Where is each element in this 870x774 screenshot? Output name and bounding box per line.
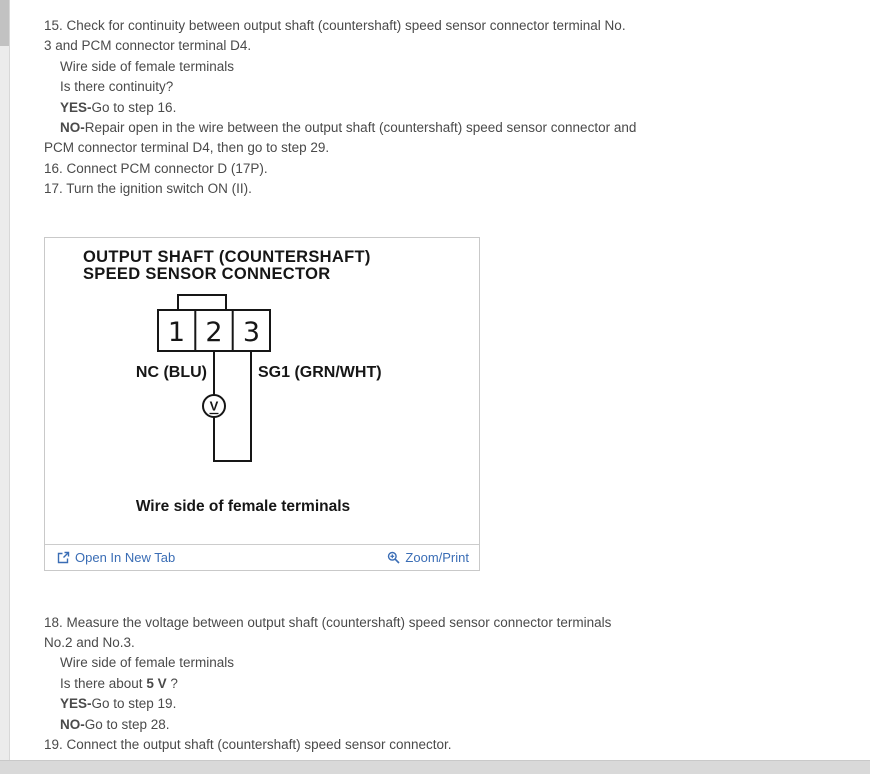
wire-label-right: SG1 (GRN/WHT) [258, 363, 382, 381]
text-line: Wire side of female terminals [60, 58, 235, 74]
text-line: YES-Go to step 19. [60, 696, 177, 712]
vertical-scrollbar-thumb[interactable] [0, 0, 9, 46]
text-line: 18. Measure the voltage between output shaft (countershaft) speed sensor connector terminals [44, 614, 612, 630]
text-line: YES-Go to step 16. [60, 99, 177, 115]
figure-title-line2: SPEED SENSOR CONNECTOR [83, 264, 331, 283]
text-line: No.2 and No.3. [44, 635, 135, 651]
text-line: 3 and PCM connector terminal D4. [44, 38, 252, 54]
text-line: NO-Go to step 28. [60, 716, 170, 732]
open-in-new-tab-link[interactable] [57, 550, 175, 565]
text-line: 17. Turn the ignition switch ON (II). [44, 181, 252, 197]
pin-number-1: 1 [167, 316, 186, 348]
text-line: Is there continuity? [60, 79, 174, 95]
connector-diagram [45, 238, 479, 544]
open-in-new-tab-icon [57, 551, 70, 564]
zoom-print-label: Zoom/Print [405, 549, 469, 565]
instructions-top [44, 16, 844, 200]
figure-panel [44, 237, 480, 571]
wire-label-left: NC (BLU) [135, 363, 207, 381]
pin-number-3: 3 [242, 316, 261, 348]
connector-diagram-svg [45, 238, 479, 544]
article-content [44, 16, 844, 756]
text-line: Is there about 5 V ? [60, 675, 178, 691]
figure-title-line1: OUTPUT SHAFT (COUNTERSHAFT) [83, 247, 371, 266]
zoom-print-link[interactable] [387, 550, 469, 565]
text-line: Wire side of female terminals [60, 655, 235, 671]
text-line: PCM connector terminal D4, then go to step 29. [44, 140, 330, 156]
open-in-new-tab-label: Open In New Tab [75, 549, 176, 565]
connector-tab [178, 295, 226, 311]
text-line: 15. Check for continuity between output shaft (countershaft) speed sensor connector terminal No. [44, 18, 626, 33]
figure-toolbar [45, 544, 479, 570]
zoom-magnifier-icon [387, 551, 400, 564]
instructions-bottom [44, 613, 844, 756]
horizontal-scrollbar[interactable] [0, 760, 870, 774]
text-line: 19. Connect the output shaft (countershaft) speed sensor connector. [44, 737, 452, 753]
text-line: NO-Repair open in the wire between the output shaft (countershaft) speed sensor connector and [60, 120, 637, 136]
pin-number-2: 2 [205, 316, 223, 348]
voltmeter-symbol: V [209, 398, 219, 414]
figure-caption: Wire side of female terminals [135, 497, 351, 515]
vertical-scrollbar[interactable] [0, 0, 10, 761]
text-line: 16. Connect PCM connector D (17P). [44, 160, 268, 176]
